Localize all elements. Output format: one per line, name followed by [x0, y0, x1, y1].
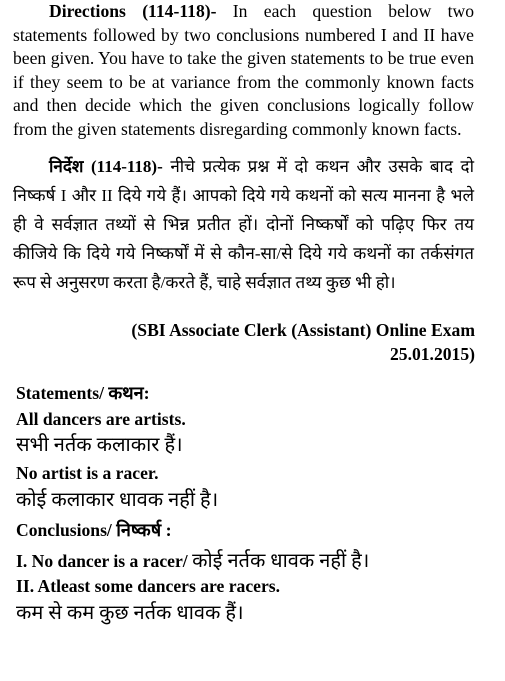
directions-english	[13, 0, 474, 141]
statement-1-hindi: सभी नर्तक कलाकार हैं।	[16, 434, 183, 456]
directions-label-english: Directions (114-118)-	[49, 1, 217, 21]
conclusions-heading: Conclusions/ निष्कर्ष :	[16, 520, 172, 540]
conclusion-1-english: I. No dancer is a racer/	[16, 551, 193, 571]
directions-hindi	[13, 152, 474, 297]
statement-1-english: All dancers are artists.	[16, 409, 186, 429]
directions-text-hindi: नीचे प्रत्येक प्रश्न में दो कथन और उसके बाद दो निष्कर्ष I और II दिये गये हैं। आपको दिये गये कथनों को सत्य मानना है भले ही वे सर्वज्ञात तथ्यों से भिन्न प्रतीत हों। दोनों निष्कर्षों को पढ़िए फिर तय कीजिये कि दिये गये निष्कर्षों में से कौन-सा/से दिये गये कथनों का तर्कसंगत रूप से अनुसरण करता है/करते हैं, चाहे सर्वज्ञात तथ्य कुछ भी हो।	[13, 157, 475, 292]
directions-label-hindi: निर्देश (114-118)-	[49, 157, 163, 176]
conclusion-1-hindi: कोई नर्तक धावक नहीं है।	[192, 550, 370, 572]
directions-text-english: In each question below two statements followed by two conclusions numbered I and II have been given. You have to take the given statements to be true even if they seem to be at variance from the commonly known facts and then decide which the given conclusions logically follow from the given statements disregarding commonly known facts.	[13, 1, 474, 139]
conclusion-1	[16, 546, 369, 573]
statement-2-hindi: कोई कलाकार धावक नहीं है।	[16, 489, 219, 511]
conclusion-2-english: II. Atleast some dancers are racers.	[16, 576, 281, 596]
conclusion-2-hindi: कम से कम कुछ नर्तक धावक हैं।	[16, 602, 244, 624]
exam-source-line2: 25.01.2015)	[389, 344, 475, 364]
exam-source-line1: (SBI Associate Clerk (Assistant) Online Exam	[131, 320, 475, 340]
statements-heading: Statements/ कथन:	[16, 383, 150, 403]
statement-2-english: No artist is a racer.	[16, 463, 159, 483]
